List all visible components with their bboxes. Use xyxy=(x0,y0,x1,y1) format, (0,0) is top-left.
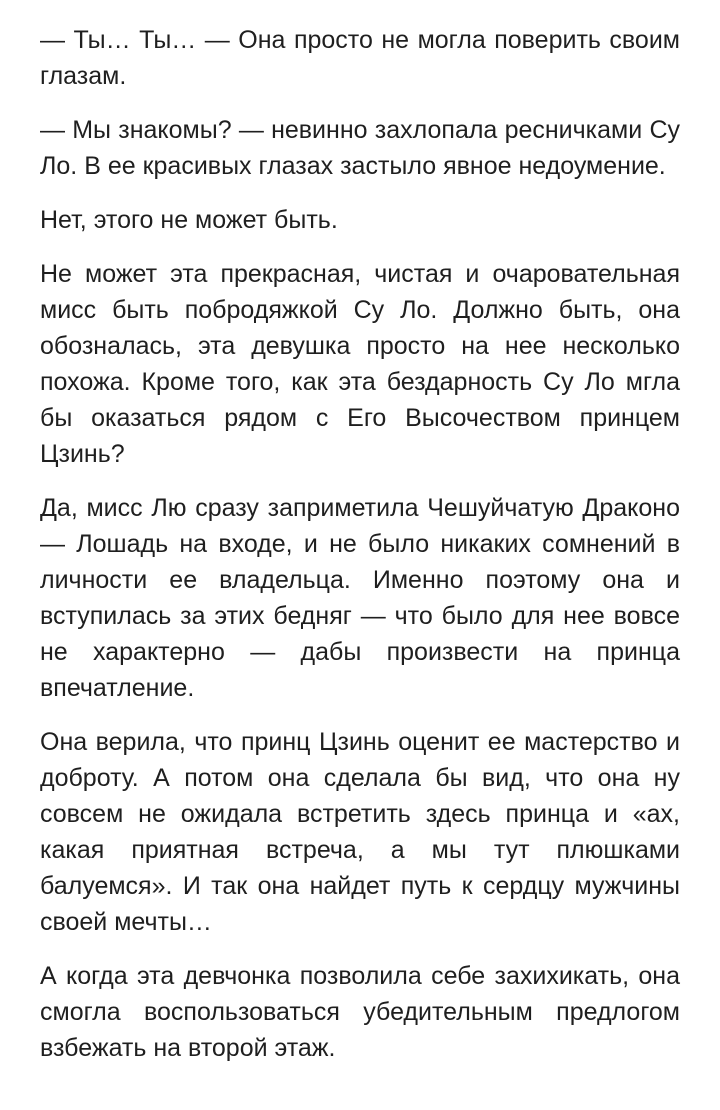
paragraph-5: Да, мисс Лю сразу заприметила Чешуйчатую Драконо — Лошадь на входе, и не было никаких сомнений в личности ее владельца. Именно поэтому она и вступилась за этих бедняг — что было для нее вовсе не характерно — дабы произвести на принца впечатление. xyxy=(40,494,680,702)
paragraph-4: Не может эта прекрасная, чистая и очаровательная мисс быть побродяжкой Су Ло. Должно быть, она обозналась, эта девушка просто на нее несколько похожа. Кроме того, как эта бездарность Су Ло мгла бы оказаться рядом с Его Высочеством принцем Цзинь? xyxy=(40,260,680,468)
paragraph-1: — Ты… Ты… — Она просто не могла поверить своим глазам. xyxy=(40,26,680,90)
paragraph-2: — Мы знакомы? — невинно захлопала ресничками Су Ло. В ее красивых глазах застыло явное недоумение. xyxy=(40,116,680,180)
paragraph-7: А когда эта девчонка позволила себе захихикать, она смогла воспользоваться убедительным предлогом взбежать на второй этаж. xyxy=(40,962,680,1062)
paragraph-3: Нет, этого не может быть. xyxy=(40,206,338,234)
paragraph-6: Она верила, что принц Цзинь оценит ее мастерство и доброту. А потом она сделала бы вид, что она ну совсем не ожидала встретить здесь принца и «ах, какая приятная встреча, а мы тут плюшками балуемся». И так она найдет путь к сердцу мужчины своей мечты… xyxy=(40,728,680,936)
